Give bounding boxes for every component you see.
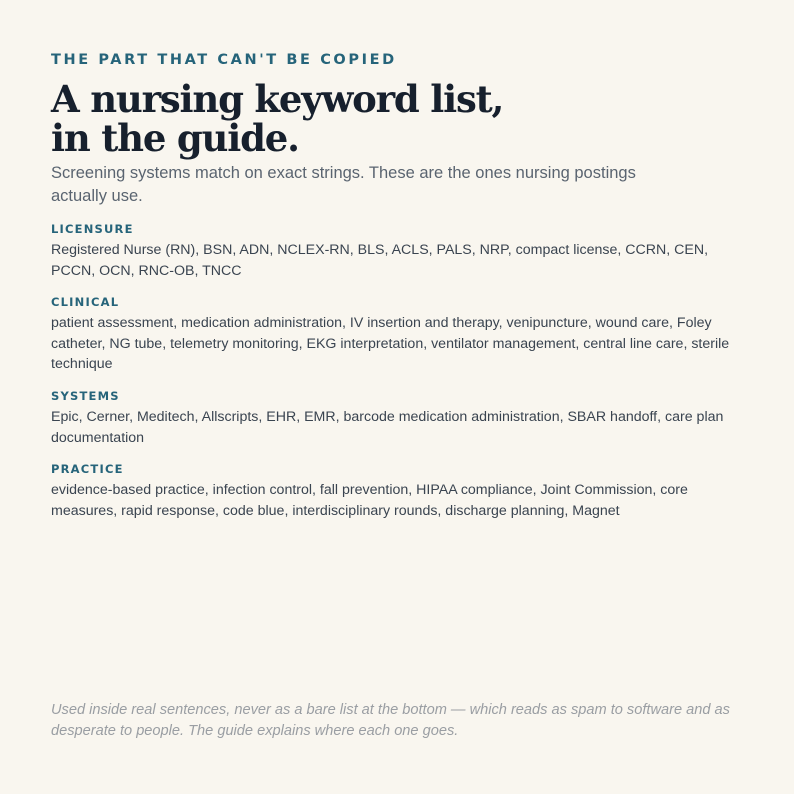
section-clinical — [51, 294, 751, 375]
subtitle: Screening systems match on exact strings. These are the ones nursing postings actually use. — [51, 164, 636, 205]
eyebrow: THE PART THAT CAN'T BE COPIED — [51, 52, 397, 68]
section-title: CLINICAL — [51, 295, 120, 310]
section-keywords: Registered Nurse (RN), BSN, ADN, NCLEX-RN, BLS, ACLS, PALS, NRP, compact license, CCRN, CEN, PCCN, OCN, RNC-OB, TNCC — [51, 242, 709, 279]
section-licensure — [51, 221, 751, 281]
section-title: SYSTEMS — [51, 388, 120, 403]
page-title-line-2: in the guide. — [51, 116, 299, 160]
section-title: LICENSURE — [51, 222, 134, 236]
section-title: PRACTICE — [51, 462, 124, 477]
page-content — [51, 50, 751, 521]
section-keywords: patient assessment, medication administration, IV insertion and therapy, venipuncture, wound care, Foley catheter, NG tube, telemetry monitoring, EKG interpretation, ventilator management, central line care, sterile technique — [51, 315, 730, 373]
page-title-line-1: A nursing keyword list, — [51, 77, 504, 121]
section-keywords: Epic, Cerner, Meditech, Allscripts, EHR, EMR, barcode medication administration, SBAR handoff, care plan documentation — [51, 408, 724, 446]
footnote: Used inside real sentences, never as a bare list at the bottom — which reads as spam to software and as desperate to people. The guide explains where each one goes. — [51, 702, 730, 739]
page-title — [51, 77, 751, 160]
section-systems — [51, 388, 751, 448]
section-practice — [51, 461, 751, 521]
section-keywords: evidence-based practice, infection control, fall prevention, HIPAA compliance, Joint Commission, core measures, rapid response, code blue, interdisciplinary rounds, discharge planning, Magnet — [51, 482, 688, 519]
